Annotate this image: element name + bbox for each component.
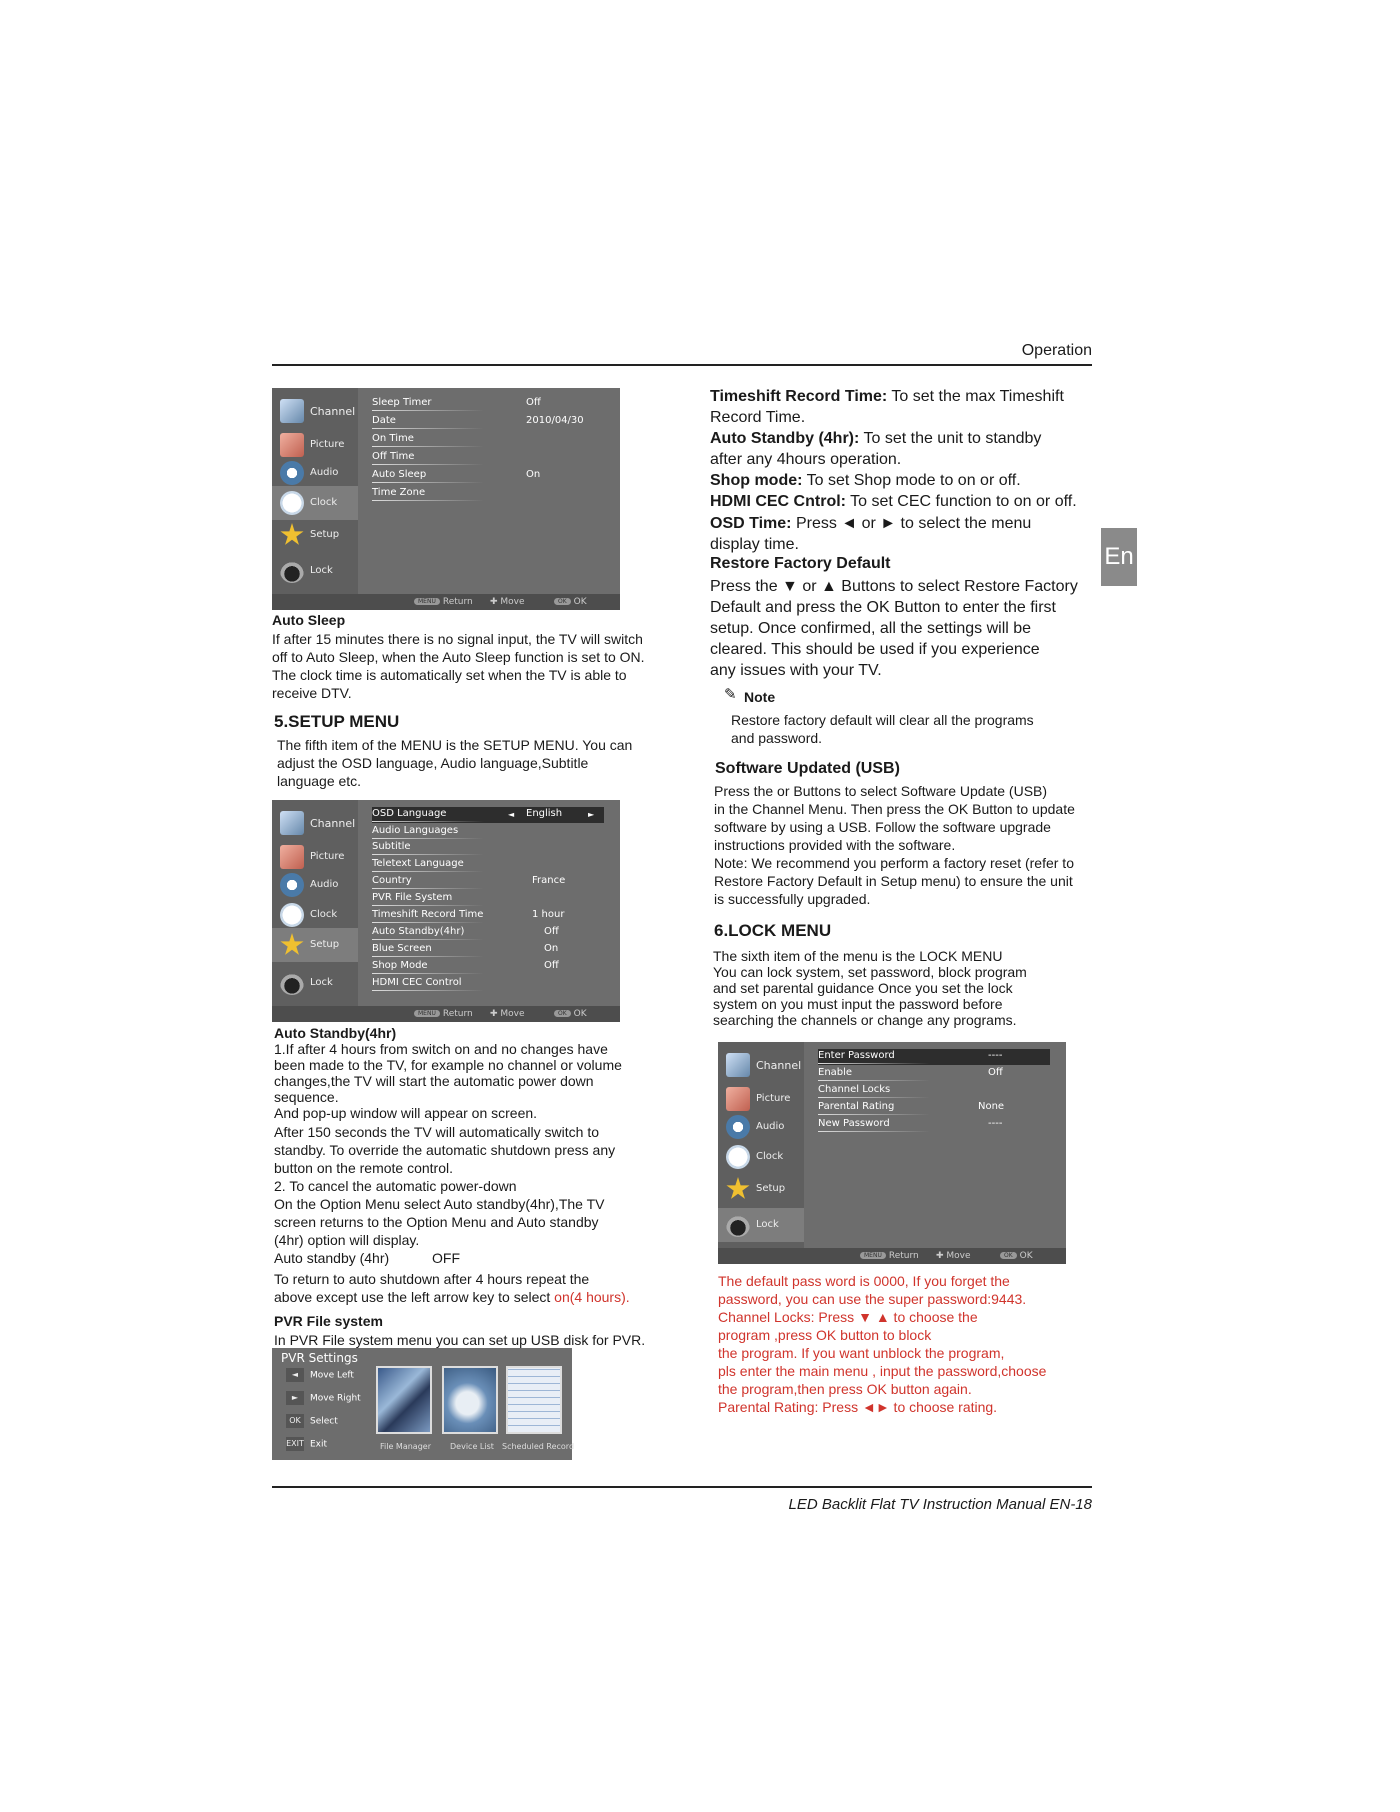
menu-row-label: Teletext Language	[372, 858, 464, 869]
menu-row-label: Shop Mode	[372, 960, 428, 971]
return-label: Return	[442, 1009, 473, 1019]
menu-row-label: On Time	[372, 433, 414, 444]
device-list-label: Device List	[450, 1442, 494, 1451]
ok-key-icon: OK	[286, 1414, 304, 1428]
move-label: Move	[946, 1251, 971, 1261]
menu-row[interactable]	[372, 891, 612, 907]
shop-mode-line	[710, 470, 1021, 491]
sidebar-label: Clock	[310, 497, 338, 508]
note-title: Note	[744, 689, 776, 705]
menu-row-label: Country	[372, 875, 412, 886]
setup-icon	[280, 933, 304, 957]
sidebar-label: Picture	[310, 439, 345, 450]
setup-icon	[280, 523, 304, 547]
menu-row[interactable]	[372, 432, 612, 448]
section-title: Operation	[1021, 342, 1092, 359]
pvr-item-label: Move Right	[310, 1393, 361, 1404]
menu-row-value: None	[978, 1101, 1005, 1112]
picture-icon	[726, 1087, 750, 1111]
timeshift-line-1	[710, 386, 1064, 407]
menu-row-label: Parental Rating	[818, 1101, 895, 1112]
return-text: above except use the left arrow key to select	[274, 1289, 555, 1305]
menu-row-label: Auto Standby(4hr)	[372, 926, 465, 937]
ok-key-icon: OK	[554, 598, 571, 605]
pvr-item-label: Select	[310, 1416, 338, 1427]
language-tab: En	[1101, 528, 1137, 586]
auto-standby-a-1: 1.If after 4 hours from switch on and no changes have	[274, 1041, 608, 1057]
setup-intro-line-3: language etc.	[277, 773, 362, 789]
return-hint	[414, 597, 473, 607]
standby-line-2: after any 4hours operation.	[710, 451, 902, 468]
setup-menu-heading: 5.SETUP MENU	[274, 712, 400, 731]
auto-standby-b-5: On the Option Menu select Auto standby(4hr),The TV	[274, 1196, 605, 1212]
menu-row[interactable]	[372, 486, 612, 502]
timeshift-label: Timeshift Record Time:	[710, 388, 888, 405]
menu-row-label: Subtitle	[372, 841, 411, 852]
software-line-4: instructions provided with the software.	[714, 837, 956, 853]
software-line-1: Press the or Buttons to select Software Update (USB)	[714, 783, 1048, 799]
menu-row-value: 1 hour	[532, 909, 565, 920]
return-label: Return	[888, 1251, 919, 1261]
osd-time-text: Press ◄ or ► to select the menu	[791, 515, 1032, 532]
restore-line-5: any issues with your TV.	[710, 662, 882, 679]
sidebar-label: Audio	[310, 879, 339, 890]
ok-label: OK	[1019, 1251, 1033, 1261]
sidebar-item-audio[interactable]	[718, 1110, 804, 1144]
device-list-tile	[442, 1366, 498, 1434]
auto-standby-return-2	[274, 1288, 630, 1306]
hdmi-cec-label: HDMI CEC Cntrol:	[710, 493, 846, 510]
sidebar-item-lock[interactable]	[272, 966, 358, 1000]
pvr-item-select	[286, 1414, 338, 1430]
osd-time-label: OSD Time:	[710, 515, 792, 532]
page-footer	[272, 1486, 1092, 1513]
menu-row-value: 2010/04/30	[526, 415, 584, 426]
left-key-icon: ◄	[286, 1368, 304, 1382]
pvr-item-move-right	[286, 1391, 361, 1407]
move-hint: ✚ Move	[490, 1009, 525, 1019]
sidebar-item-clock[interactable]	[272, 486, 358, 520]
menu-row[interactable]	[818, 1083, 1058, 1099]
red-note-5: the program. If you want unblock the program,	[718, 1345, 1005, 1361]
menu-row-label: Sleep Timer	[372, 397, 432, 408]
pvr-item-label: Exit	[310, 1439, 328, 1450]
menu-row-value: ----	[988, 1118, 1003, 1129]
picture-icon	[280, 433, 304, 457]
menu-row-label: Enable	[818, 1067, 853, 1078]
osd-time-line-2: display time.	[710, 536, 799, 553]
sidebar-item-clock[interactable]	[272, 898, 358, 932]
clock-menu-screenshot	[272, 388, 620, 610]
sidebar-item-channel[interactable]	[718, 1048, 804, 1082]
red-note-3: Channel Locks: Press ▼ ▲ to choose the	[718, 1309, 978, 1325]
sidebar-label: Setup	[310, 939, 340, 950]
sidebar-item-clock[interactable]	[718, 1140, 804, 1174]
auto-standby-a-5: And pop-up window will appear on screen.	[274, 1105, 538, 1121]
menu-row-label: OSD Language	[372, 808, 447, 819]
shop-mode-label: Shop mode:	[710, 472, 803, 489]
standby-label: Auto Standby (4hr):	[710, 430, 860, 447]
setup-icon	[726, 1177, 750, 1201]
sidebar-item-lock[interactable]	[272, 554, 358, 588]
menu-row[interactable]	[372, 414, 612, 430]
ok-hint	[1000, 1251, 1033, 1261]
sidebar-item-audio[interactable]	[272, 456, 358, 490]
menu-row[interactable]	[372, 942, 612, 958]
menu-row-value: Off	[544, 926, 559, 937]
footer-text: LED Backlit Flat TV Instruction Manual EN-18	[788, 1496, 1092, 1513]
red-note-7: the program,then press OK button again.	[718, 1381, 972, 1397]
sidebar-label: Setup	[756, 1183, 786, 1194]
red-note-2: password, you can use the super password:9443.	[718, 1291, 1027, 1307]
auto-standby-b-4: 2. To cancel the automatic power-down	[274, 1178, 517, 1194]
lock-intro-3: and set parental guidance Once you set the lock	[713, 980, 1013, 996]
auto-standby-b-3: button on the remote control.	[274, 1160, 453, 1176]
menu-row-value: Off	[544, 960, 559, 971]
auto-standby-a-2: been made to the TV, for example no channel or volume	[274, 1057, 622, 1073]
hdmi-cec-text: To set CEC function to on or off.	[845, 493, 1077, 510]
menu-row[interactable]	[372, 396, 612, 412]
channel-icon	[280, 811, 304, 835]
menu-row-value: English	[526, 808, 563, 819]
auto-sleep-title: Auto Sleep	[272, 612, 346, 628]
audio-icon	[280, 461, 304, 485]
pvr-item-exit	[286, 1437, 327, 1453]
sidebar-item-setup[interactable]	[718, 1172, 804, 1206]
pvr-item-label: Move Left	[310, 1370, 354, 1381]
scheduled-record-tile	[506, 1366, 562, 1434]
menu-key-icon: MENU	[414, 1010, 440, 1017]
auto-standby-setting-label: Auto standby (4hr)	[274, 1250, 390, 1266]
sidebar-label: Clock	[310, 909, 338, 920]
software-line-5: Note: We recommend you perform a factory reset (refer to	[714, 855, 1074, 871]
auto-sleep-line-4: receive DTV.	[272, 685, 352, 701]
menu-row-value: On	[526, 469, 541, 480]
sidebar-label: Channel	[310, 405, 356, 418]
red-note-8: Parental Rating: Press ◄► to choose rating.	[718, 1399, 998, 1415]
menu-sidebar	[272, 800, 358, 1006]
lock-menu-screenshot	[718, 1042, 1066, 1264]
move-hint: ✚ Move	[936, 1251, 971, 1261]
menu-help-bar	[272, 594, 620, 610]
menu-row-label: New Password	[818, 1118, 890, 1129]
menu-row[interactable]	[372, 468, 612, 484]
setup-intro-line-2: adjust the OSD language, Audio language,Subtitle	[277, 755, 589, 771]
note-line-1: Restore factory default will clear all the programs	[731, 712, 1034, 728]
setup-menu-screenshot	[272, 800, 620, 1022]
auto-standby-b-7: (4hr) option will display.	[274, 1232, 420, 1248]
sidebar-label: Lock	[310, 977, 333, 988]
menu-row[interactable]	[372, 976, 612, 992]
sidebar-item-setup[interactable]	[272, 518, 358, 552]
software-line-3: software by using a USB. Follow the software upgrade	[714, 819, 1051, 835]
arrow-right-icon[interactable]: ►	[588, 810, 595, 819]
sidebar-label: Audio	[310, 467, 339, 478]
channel-icon	[726, 1053, 750, 1077]
right-key-icon: ►	[286, 1391, 304, 1405]
return-hint	[860, 1251, 919, 1261]
shop-mode-text: To set Shop mode to on or off.	[802, 472, 1021, 489]
software-title: Software Updated (USB)	[715, 760, 900, 777]
menu-row-value: On	[544, 943, 559, 954]
ok-hint	[554, 1009, 587, 1019]
pvr-settings-screenshot	[272, 1348, 575, 1460]
menu-row[interactable]	[372, 857, 612, 873]
restore-line-4: cleared. This should be used if you experience	[710, 641, 1040, 658]
menu-key-icon: MENU	[414, 598, 440, 605]
menu-row[interactable]	[818, 1100, 1058, 1116]
auto-standby-b-2: standby. To override the automatic shutdown press any	[274, 1142, 616, 1158]
osd-time-line-1	[710, 513, 1031, 534]
timeshift-text: To set the max Timeshift	[887, 388, 1064, 405]
audio-icon	[280, 873, 304, 897]
clock-icon	[726, 1145, 750, 1169]
menu-row[interactable]	[372, 824, 612, 840]
return-label: Return	[442, 597, 473, 607]
hdmi-cec-line	[710, 491, 1077, 512]
move-hint: ✚ Move	[490, 597, 525, 607]
channel-icon	[280, 399, 304, 423]
menu-row-label: HDMI CEC Control	[372, 977, 462, 988]
menu-row[interactable]	[372, 840, 612, 856]
sidebar-item-lock[interactable]	[718, 1208, 804, 1242]
standby-text: To set the unit to standby	[859, 430, 1042, 447]
red-note-6: pls enter the main menu , input the password,choose	[718, 1363, 1047, 1379]
setup-intro-line-1: The fifth item of the MENU is the SETUP MENU. You can	[277, 737, 633, 753]
sidebar-item-channel[interactable]	[272, 394, 358, 428]
lock-icon	[726, 1213, 750, 1237]
restore-line-1: Press the ▼ or ▲ Buttons to select Restore Factory	[710, 578, 1078, 595]
restore-line-2: Default and press the OK Button to enter the first	[710, 599, 1056, 616]
picture-icon	[280, 845, 304, 869]
sidebar-label: Lock	[310, 565, 333, 576]
clock-icon	[280, 491, 304, 515]
lock-icon	[280, 971, 304, 995]
menu-row[interactable]	[372, 807, 604, 823]
lock-intro-1: The sixth item of the menu is the LOCK MENU	[713, 948, 1003, 964]
menu-row-label: Off Time	[372, 451, 415, 462]
menu-row-label: Auto Sleep	[372, 469, 427, 480]
move-label: Move	[500, 597, 525, 607]
restore-line-3: setup. Once confirmed, all the settings will be	[710, 620, 1032, 637]
software-line-7: is successfully upgraded.	[714, 891, 871, 907]
exit-key-icon: EXIT	[286, 1437, 304, 1451]
sidebar-item-audio[interactable]	[272, 868, 358, 902]
ok-label: OK	[573, 1009, 587, 1019]
menu-row-label: Audio Languages	[372, 825, 459, 836]
scheduled-record-label: Scheduled Record	[502, 1442, 575, 1451]
auto-standby-a-4: sequence.	[274, 1089, 339, 1105]
move-label: Move	[500, 1009, 525, 1019]
menu-row-value: Off	[526, 397, 541, 408]
pvr-file-system-title: PVR File system	[274, 1313, 383, 1329]
menu-row-value: France	[532, 875, 566, 886]
return-highlight: on(4 hours).	[554, 1289, 630, 1305]
sidebar-label: Lock	[756, 1219, 779, 1230]
menu-row[interactable]	[818, 1066, 1058, 1082]
menu-row-value: Off	[988, 1067, 1003, 1078]
restore-title: Restore Factory Default	[710, 555, 891, 572]
software-line-2: in the Channel Menu. Then press the OK Button to update	[714, 801, 1075, 817]
menu-row[interactable]	[372, 959, 612, 975]
sidebar-label: Channel	[310, 817, 356, 830]
lock-menu-heading: 6.LOCK MENU	[714, 921, 832, 940]
software-line-6: Restore Factory Default in Setup menu) to ensure the unit	[714, 873, 1073, 889]
ok-label: OK	[573, 597, 587, 607]
sidebar-label: Clock	[756, 1151, 784, 1162]
menu-sidebar	[718, 1042, 804, 1248]
clock-icon	[280, 903, 304, 927]
lock-intro-5: searching the channels or change any programs.	[713, 1012, 1017, 1028]
lock-intro-4: system on you must input the password before	[713, 996, 1003, 1012]
menu-row[interactable]	[818, 1117, 1058, 1133]
menu-row[interactable]	[372, 908, 612, 924]
lock-intro-2: You can lock system, set password, block program	[713, 964, 1027, 980]
sidebar-item-setup[interactable]	[272, 928, 358, 962]
auto-sleep-line-1: If after 15 minutes there is no signal input, the TV will switch	[272, 631, 643, 647]
sidebar-item-channel[interactable]	[272, 806, 358, 840]
auto-sleep-line-2: off to Auto Sleep, when the Auto Sleep function is set to ON.	[272, 649, 645, 665]
pvr-item-move-left	[286, 1368, 354, 1384]
pvr-settings-title: PVR Settings	[281, 1351, 358, 1365]
note-icon: ✎	[724, 686, 737, 703]
lock-icon	[280, 559, 304, 583]
auto-sleep-line-3: The clock time is automatically set when the TV is able to	[272, 667, 627, 683]
return-hint	[414, 1009, 473, 1019]
page-header	[272, 340, 1092, 366]
file-manager-label: File Manager	[380, 1442, 431, 1451]
audio-icon	[726, 1115, 750, 1139]
menu-row-label: Blue Screen	[372, 943, 432, 954]
menu-row-label: Enter Password	[818, 1050, 895, 1061]
sidebar-label: Picture	[310, 851, 345, 862]
auto-standby-b-1: After 150 seconds the TV will automatically switch to	[274, 1124, 600, 1140]
ok-hint	[554, 597, 587, 607]
pvr-file-system-text: In PVR File system menu you can set up USB disk for PVR.	[274, 1332, 646, 1348]
menu-row-value: ----	[988, 1050, 1003, 1061]
file-manager-tile	[376, 1366, 432, 1434]
sidebar-label: Channel	[756, 1059, 802, 1072]
standby-line-1	[710, 428, 1041, 449]
auto-standby-return-1: To return to auto shutdown after 4 hours repeat the	[274, 1271, 590, 1287]
red-note-1: The default pass word is 0000, If you forget the	[718, 1273, 1010, 1289]
sidebar-label: Picture	[756, 1093, 791, 1104]
menu-row-label: PVR File System	[372, 892, 453, 903]
sidebar-label: Setup	[310, 529, 340, 540]
ok-key-icon: OK	[1000, 1252, 1017, 1259]
menu-help-bar	[718, 1248, 1066, 1264]
red-note-4: program ,press OK button to block	[718, 1327, 932, 1343]
arrow-left-icon[interactable]: ◄	[508, 810, 515, 819]
auto-standby-setting-value: OFF	[432, 1250, 460, 1266]
menu-row[interactable]	[372, 450, 612, 466]
menu-row-label: Timeshift Record Time	[372, 909, 484, 920]
menu-help-bar	[272, 1006, 620, 1022]
auto-standby-title: Auto Standby(4hr)	[274, 1025, 397, 1041]
sidebar-label: Audio	[756, 1121, 785, 1132]
ok-key-icon: OK	[554, 1010, 571, 1017]
note-line-2: and password.	[731, 730, 823, 746]
menu-row[interactable]	[372, 925, 612, 941]
menu-row-label: Channel Locks	[818, 1084, 891, 1095]
menu-key-icon: MENU	[860, 1252, 886, 1259]
menu-row[interactable]	[818, 1049, 1050, 1065]
timeshift-line-2: Record Time.	[710, 409, 806, 426]
auto-standby-b-6: screen returns to the Option Menu and Auto standby	[274, 1214, 599, 1230]
auto-standby-a-3: changes,the TV will start the automatic power down	[274, 1073, 594, 1089]
menu-row-label: Date	[372, 415, 396, 426]
menu-row-label: Time Zone	[372, 487, 426, 498]
menu-row[interactable]	[372, 874, 612, 890]
menu-sidebar	[272, 388, 358, 594]
